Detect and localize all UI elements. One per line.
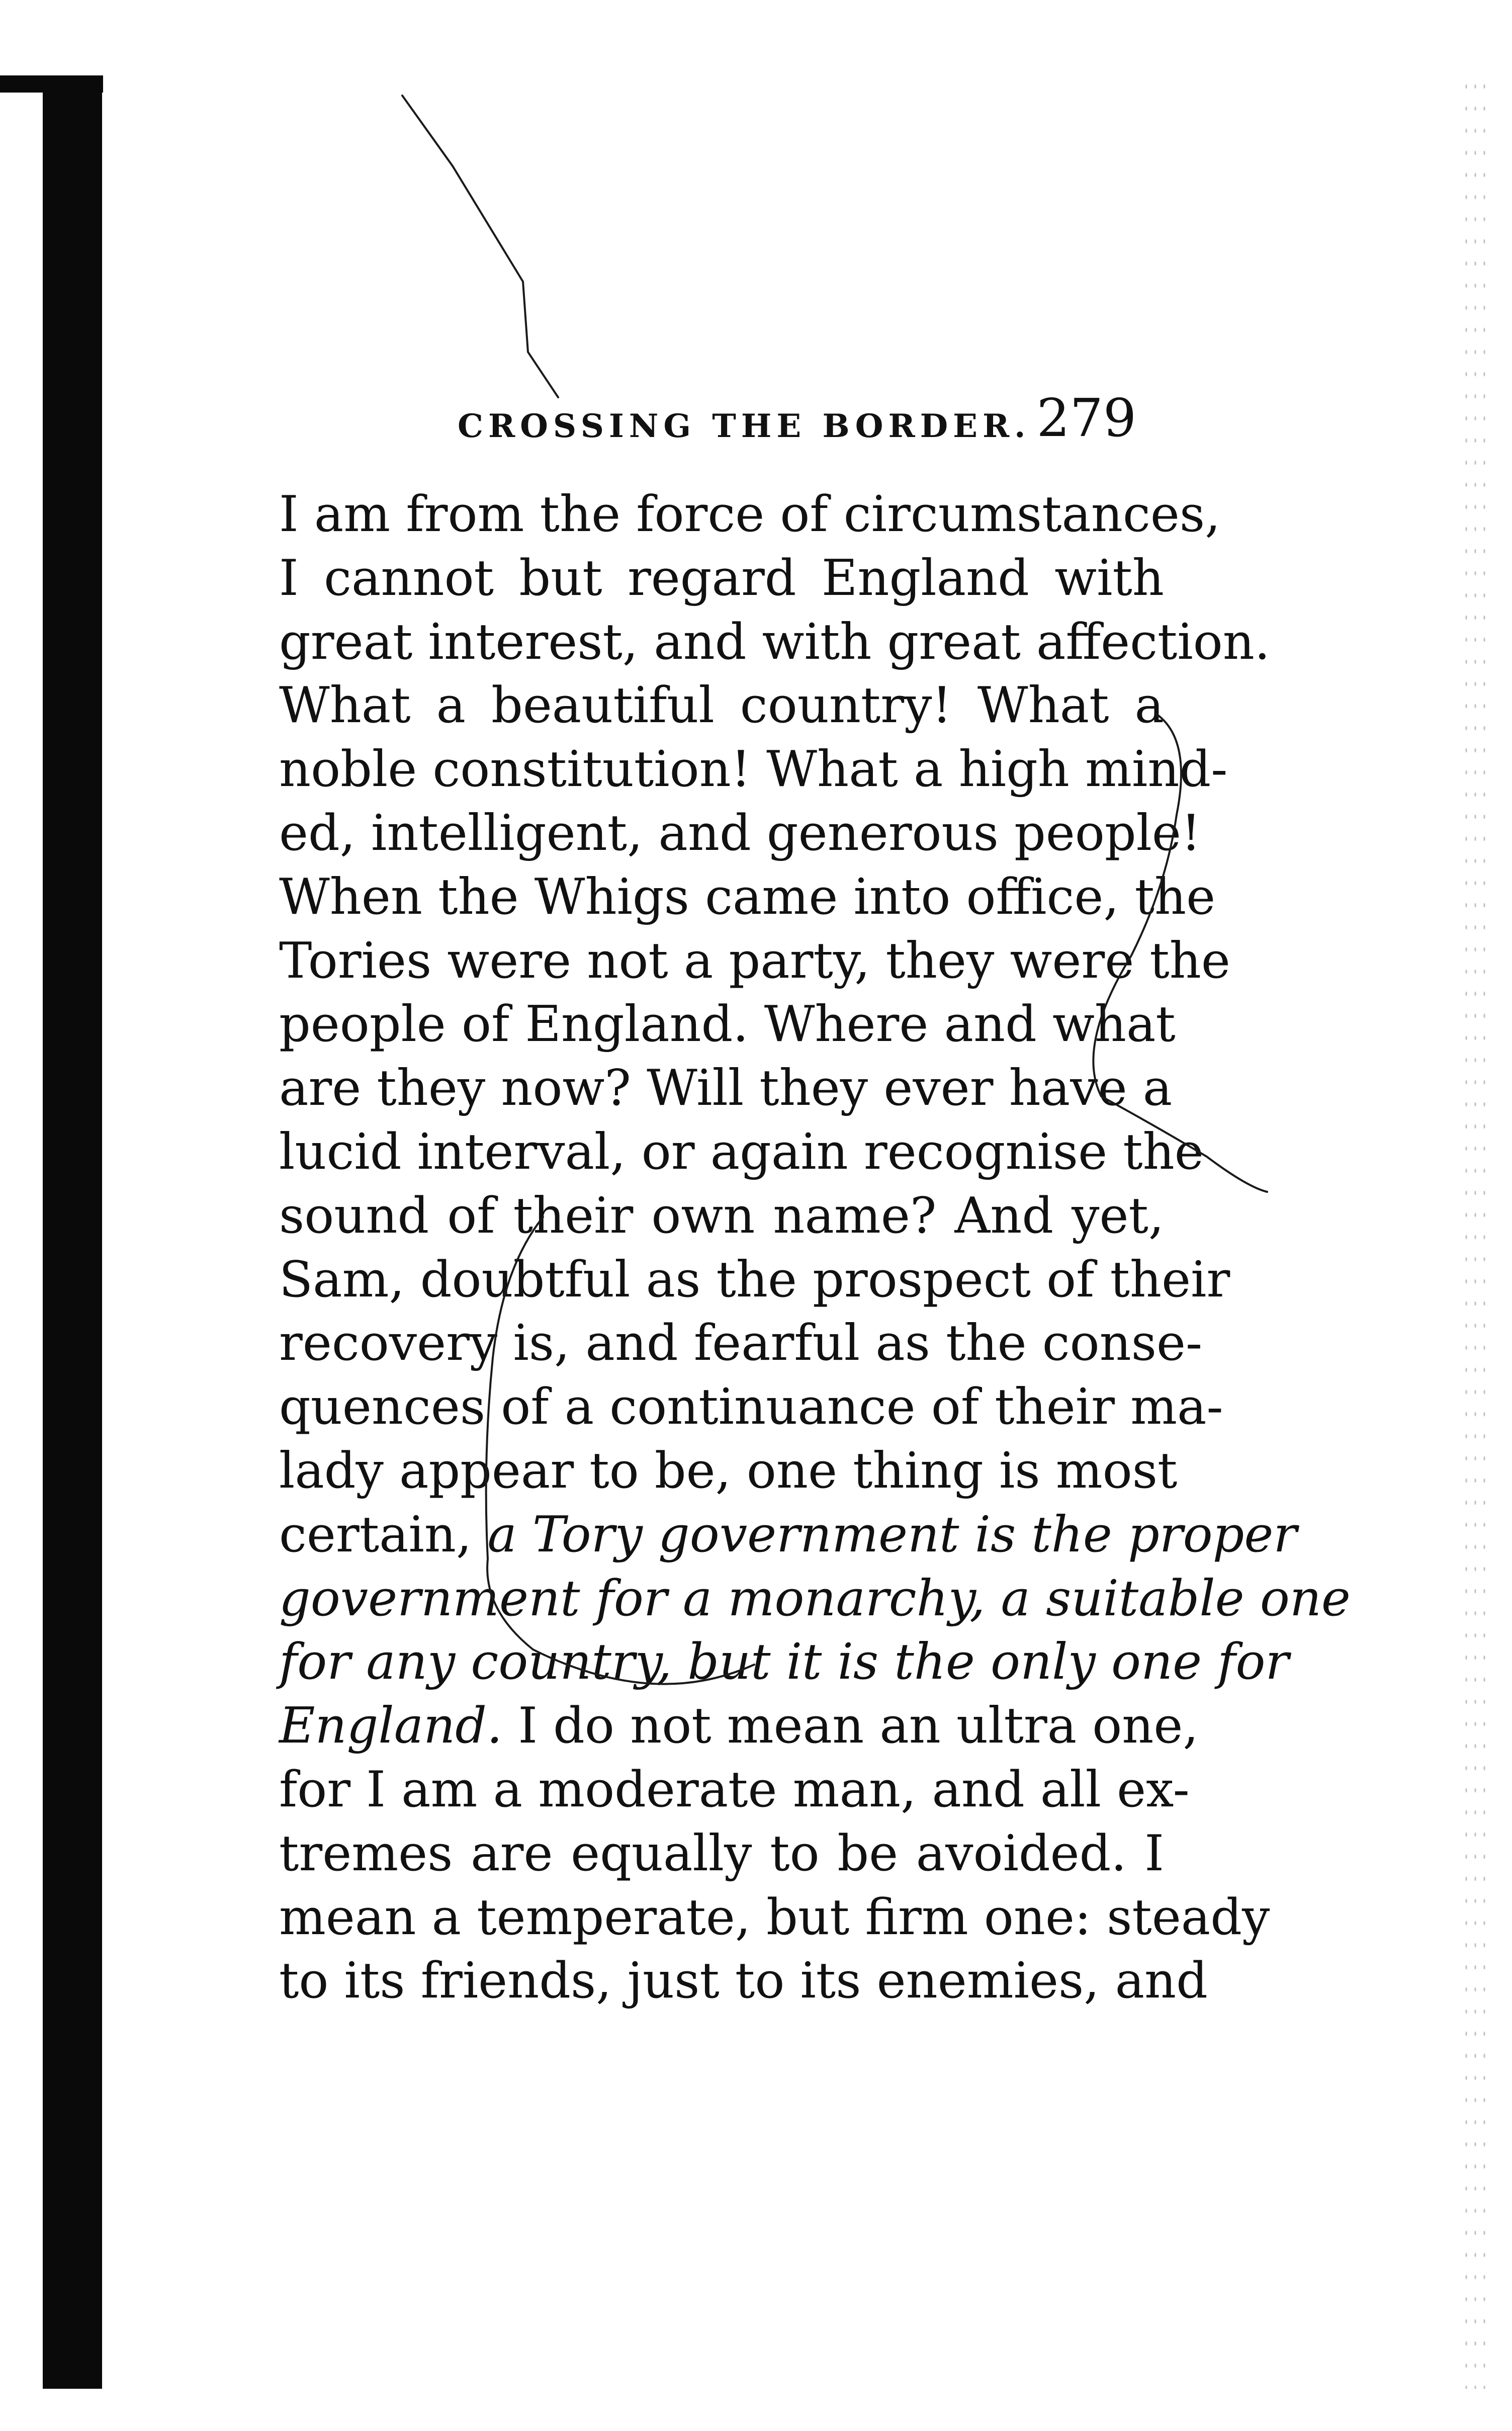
text-line: to its friends, just to its enemies, and <box>279 1952 1208 2010</box>
text-line: When the Whigs came into office, the <box>279 868 1216 926</box>
text-line: lucid interval, or again recognise the <box>279 1123 1204 1181</box>
body-text <box>279 483 1351 2013</box>
roman-run: certain, <box>279 1506 488 1564</box>
text-line: people of England. Where and what <box>279 996 1176 1054</box>
page-number: 279 <box>1036 387 1136 449</box>
text-line: for I am a moderate man, and all ex- <box>279 1761 1190 1818</box>
pencil-stroke-top <box>402 96 558 397</box>
text-line-mixed <box>279 1694 1199 1758</box>
page-header <box>292 387 1146 453</box>
italic-run: government for a monarchy, a suitable one <box>279 1570 1351 1627</box>
text-line: tremes are equally to be avoided. I <box>279 1825 1164 1882</box>
running-head: CROSSING THE BORDER. <box>458 407 1031 445</box>
text-line: great interest, and with great affection. <box>279 613 1270 671</box>
italic-run: for any country, but it is the only one for <box>279 1633 1289 1691</box>
roman-run: I do not mean an ultra one, <box>502 1697 1199 1755</box>
text-line: lady appear to be, one thing is most <box>279 1442 1178 1500</box>
text-line: sound of their own name? And yet, <box>279 1187 1164 1245</box>
text-line-italic <box>279 1630 1289 1694</box>
text-line: What a beautiful country! What a <box>279 677 1164 735</box>
italic-run: a Tory government is the proper <box>487 1506 1297 1564</box>
binding-edge <box>43 75 102 2389</box>
text-line: quences of a continuance of their ma- <box>279 1378 1223 1436</box>
text-line: are they now? Will they ever have a <box>279 1060 1173 1117</box>
text-line: Sam, doubtful as the prospect of their <box>279 1251 1230 1309</box>
text-line-mixed <box>279 1503 1297 1567</box>
text-line-italic <box>279 1567 1351 1631</box>
page-edge-speckle <box>1462 75 1492 2389</box>
text-line: I cannot but regard England with <box>279 549 1164 607</box>
text-line: recovery is, and fearful as the conse- <box>279 1315 1203 1372</box>
text-line: noble constitution! What a high mind- <box>279 741 1228 799</box>
text-line: I am from the force of circumstances, <box>279 486 1221 543</box>
text-line: Tories were not a party, they were the <box>279 932 1230 990</box>
text-line: mean a temperate, but firm one: steady <box>279 1888 1270 1946</box>
italic-run: England. <box>279 1697 503 1755</box>
text-line: ed, intelligent, and generous people! <box>279 804 1201 862</box>
